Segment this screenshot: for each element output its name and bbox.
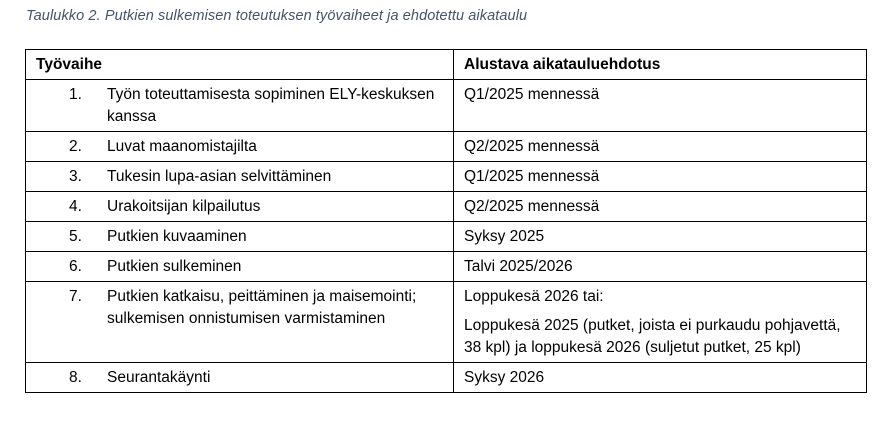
step-text: Työn toteuttamisesta sopiminen ELY-keskuksen kanssa (107, 86, 435, 125)
work-phase-cell (26, 222, 454, 252)
work-phase-cell (26, 363, 454, 393)
schedule-text: Syksy 2026 (464, 369, 545, 386)
work-phase-cell (26, 282, 454, 363)
work-phase-cell (26, 192, 454, 222)
work-phase-cell (26, 252, 454, 282)
step-number: 6. (69, 258, 82, 275)
schedule-cell (454, 192, 867, 222)
step-text: Putkien kuvaaminen (107, 228, 247, 245)
table-caption: Taulukko 2. Putkien sulkemisen toteutuksen työvaiheet ja ehdotettu aikataulu (26, 8, 528, 24)
schedule-cell (454, 252, 867, 282)
table-row (26, 222, 867, 252)
schedule-text: Q2/2025 mennessä (464, 138, 600, 155)
work-phase-cell (26, 162, 454, 192)
table-row (26, 363, 867, 393)
schedule-table (25, 49, 867, 393)
step-number: 1. (69, 86, 82, 103)
step-number: 5. (69, 228, 82, 245)
schedule-cell (454, 162, 867, 192)
table-row (26, 252, 867, 282)
step-number: 7. (69, 288, 82, 305)
step-number: 8. (69, 369, 82, 386)
step-text: Tukesin lupa-asian selvittäminen (107, 168, 332, 185)
schedule-text: Syksy 2025 (464, 228, 545, 245)
work-phase-cell (26, 132, 454, 162)
step-text: Luvat maanomistajilta (107, 138, 257, 155)
schedule-cell (454, 222, 867, 252)
header-schedule: Alustava aikatauluehdotus (454, 50, 867, 80)
schedule-text: Loppukesä 2026 tai: (464, 288, 604, 305)
step-text: Putkien sulkeminen (107, 258, 242, 275)
work-phase-cell (26, 80, 454, 132)
step-number: 2. (69, 138, 82, 155)
step-text: Seurantakäynti (107, 369, 211, 386)
schedule-cell (454, 282, 867, 363)
schedule-cell (454, 363, 867, 393)
table-header-row (26, 50, 867, 80)
schedule-text: Q2/2025 mennessä (464, 198, 600, 215)
table-row (26, 162, 867, 192)
schedule-text: Q1/2025 mennessä (464, 86, 600, 103)
schedule-text: Talvi 2025/2026 (464, 258, 573, 275)
table-row (26, 192, 867, 222)
step-number: 4. (69, 198, 82, 215)
header-work-phase: Työvaihe (26, 50, 454, 80)
schedule-text: Q1/2025 mennessä (464, 168, 600, 185)
table-row (26, 132, 867, 162)
step-text: Putkien katkaisu, peittäminen ja maisemointi; sulkemisen onnistumisen varmistaminen (107, 288, 417, 327)
step-text: Urakoitsijan kilpailutus (107, 198, 261, 215)
table-row (26, 80, 867, 132)
table-row (26, 282, 867, 363)
schedule-cell (454, 132, 867, 162)
step-number: 3. (69, 168, 82, 185)
schedule-cell (454, 80, 867, 132)
schedule-text: Loppukesä 2025 (putket, joista ei purkaudu pohjavettä, 38 kpl) ja loppukesä 2026 (suljetut putket, 25 kpl) (464, 317, 841, 356)
